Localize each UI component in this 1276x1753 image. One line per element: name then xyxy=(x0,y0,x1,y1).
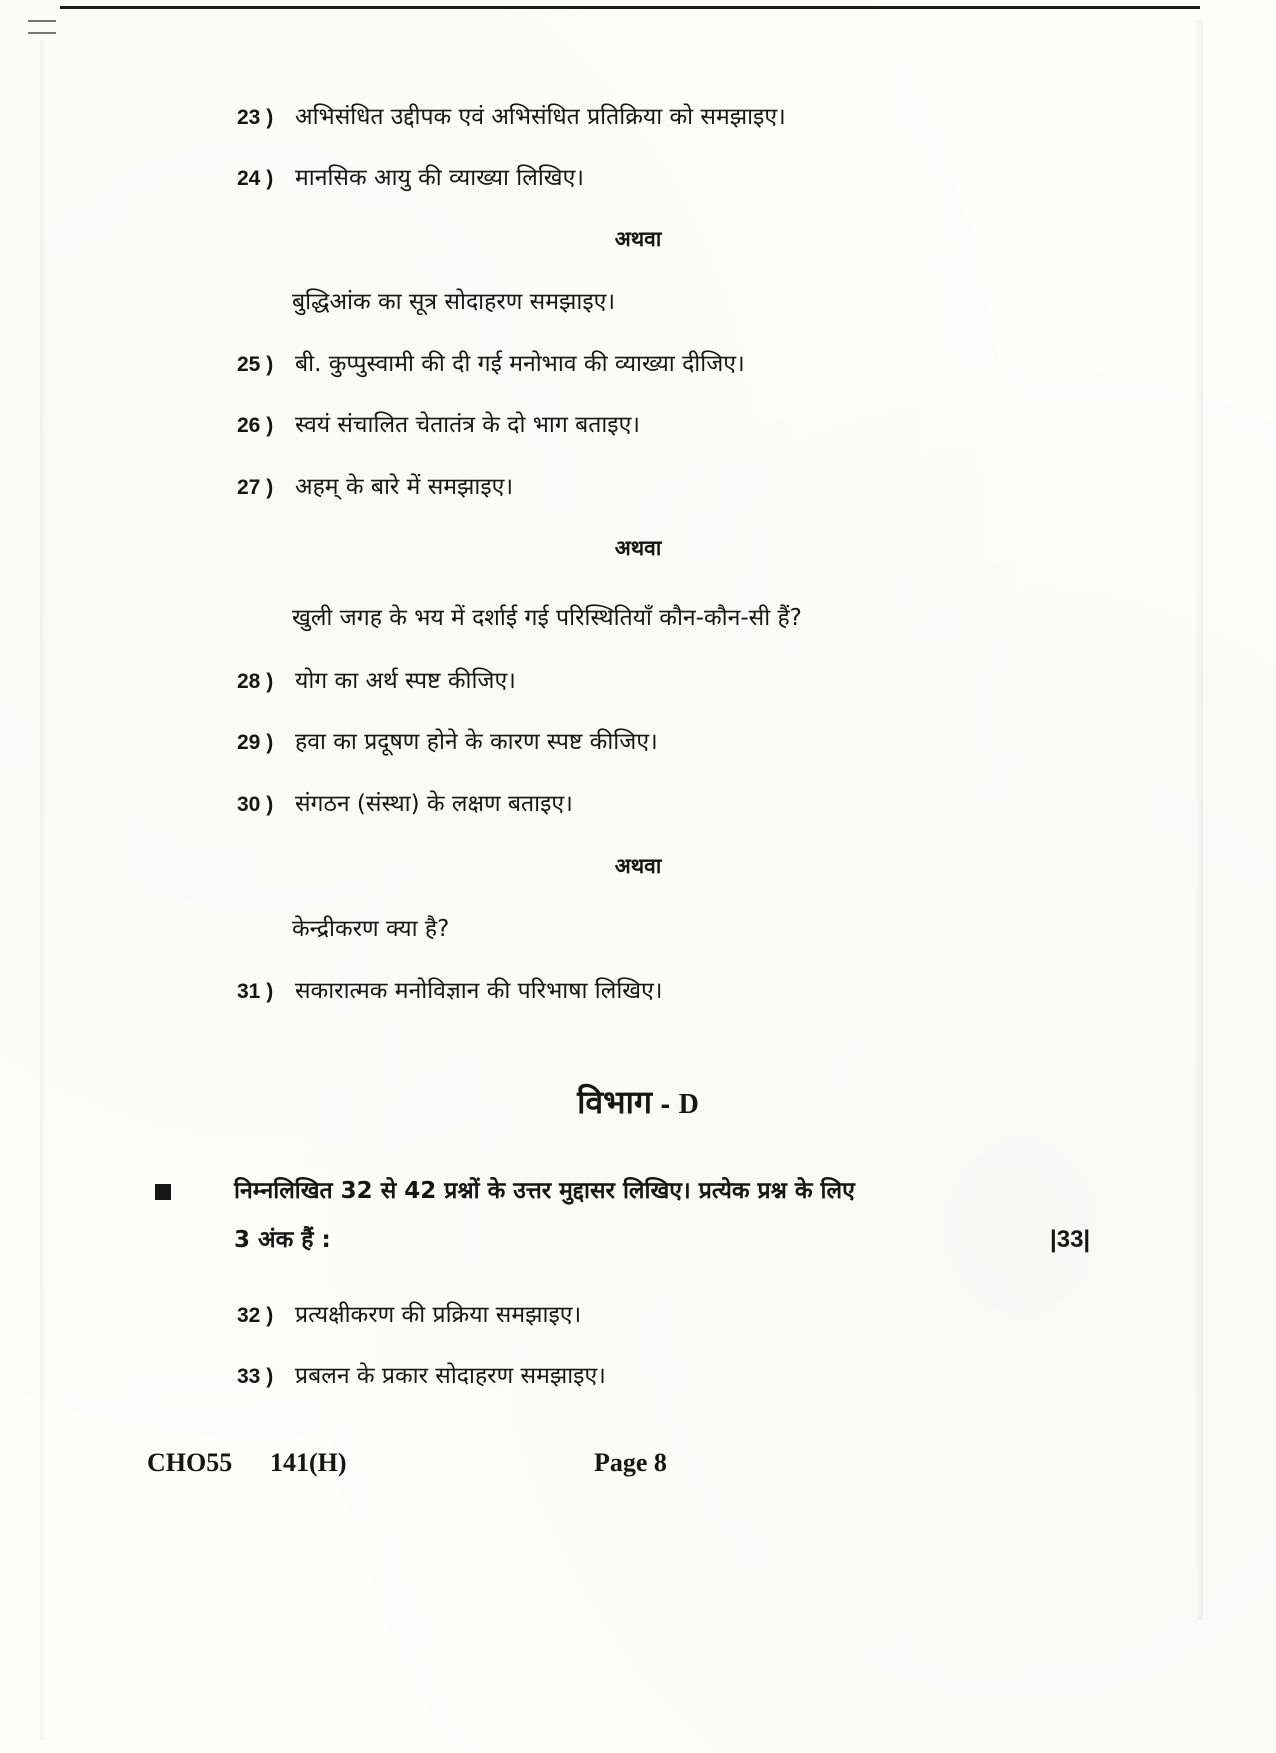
question-number: 26 ) xyxy=(237,414,274,437)
question-24 xyxy=(237,163,584,194)
question-text: हवा का प्रदूषण होने के कारण स्पष्ट कीजिए। xyxy=(295,729,658,755)
question-text: अभिसंधित उद्दीपक एवं अभिसंधित प्रतिक्रिया को समझाइए। xyxy=(295,104,786,130)
question-28 xyxy=(237,666,516,697)
question-23 xyxy=(237,102,786,133)
question-26 xyxy=(237,410,640,441)
or-divider xyxy=(0,534,1276,562)
question-31 xyxy=(237,976,663,1007)
footer-paper-number: 141(H) xyxy=(270,1448,347,1477)
question-text: प्रत्यक्षीकरण की प्रक्रिया समझाइए। xyxy=(295,1302,582,1328)
square-bullet-icon xyxy=(155,1184,171,1200)
question-text: प्रबलन के प्रकार सोदाहरण समझाइए। xyxy=(295,1363,606,1389)
alternative-question-24: बुद्धिआंक का सूत्र सोदाहरण समझाइए। xyxy=(292,289,616,315)
question-number: 25 ) xyxy=(237,353,274,376)
alternative-question-27: खुली जगह के भय में दर्शाई गई परिस्थितियाँ कौन-कौन-सी हैं? xyxy=(292,605,802,631)
question-29 xyxy=(237,727,658,758)
question-32 xyxy=(237,1300,581,1331)
question-text: सकारात्मक मनोविज्ञान की परिभाषा लिखिए। xyxy=(295,978,663,1004)
question-text: संगठन (संस्था) के लक्षण बताइए। xyxy=(295,791,573,817)
section-letter: D xyxy=(678,1089,699,1120)
question-text: मानसिक आयु की व्याख्या लिखिए। xyxy=(295,165,585,191)
question-25 xyxy=(237,349,745,380)
section-instruction-line2: 3 अंक हैं : xyxy=(234,1227,331,1253)
or-divider xyxy=(0,852,1276,880)
section-heading xyxy=(0,1082,1276,1125)
question-number: 32 ) xyxy=(237,1304,274,1327)
section-dash: - xyxy=(651,1091,679,1119)
question-text: बी. कुप्पुस्वामी की दी गई मनोभाव की व्याख्या दीजिए। xyxy=(295,351,745,377)
section-instruction-line1: निम्नलिखित 32 से 42 प्रश्नों के उत्तर मुद्दासर लिखिए। प्रत्येक प्रश्न के लिए xyxy=(234,1178,855,1204)
or-label: अथवा xyxy=(614,854,662,878)
question-text: अहम् के बारे में समझाइए। xyxy=(295,474,514,500)
question-text: स्वयं संचालित चेतातंत्र के दो भाग बताइए। xyxy=(295,412,641,438)
top-border-line xyxy=(60,6,1200,9)
question-27 xyxy=(237,472,513,503)
question-number: 30 ) xyxy=(237,793,274,816)
question-number: 28 ) xyxy=(237,670,274,693)
question-number: 27 ) xyxy=(237,476,274,499)
question-number: 33 ) xyxy=(237,1365,274,1388)
question-text: योग का अर्थ स्पष्ट कीजिए। xyxy=(295,668,516,694)
or-label: अथवा xyxy=(614,536,662,560)
question-number: 24 ) xyxy=(237,167,274,190)
or-label: अथवा xyxy=(614,227,662,251)
question-33 xyxy=(237,1361,606,1392)
total-marks: |33| xyxy=(1050,1226,1091,1253)
scan-shadow-right xyxy=(1195,20,1203,1620)
footer-code: CHO55 xyxy=(147,1448,233,1477)
question-number: 31 ) xyxy=(237,980,274,1003)
question-number: 23 ) xyxy=(237,106,274,129)
footer-page-number: Page 8 xyxy=(594,1448,667,1477)
or-divider xyxy=(0,225,1276,253)
section-title-word: विभाग xyxy=(577,1083,652,1121)
question-number: 29 ) xyxy=(237,731,274,754)
question-30 xyxy=(237,789,573,820)
alternative-question-30: केन्द्रीकरण क्या है? xyxy=(292,916,450,942)
scan-shadow-left xyxy=(40,40,46,1740)
corner-mark xyxy=(28,20,56,34)
